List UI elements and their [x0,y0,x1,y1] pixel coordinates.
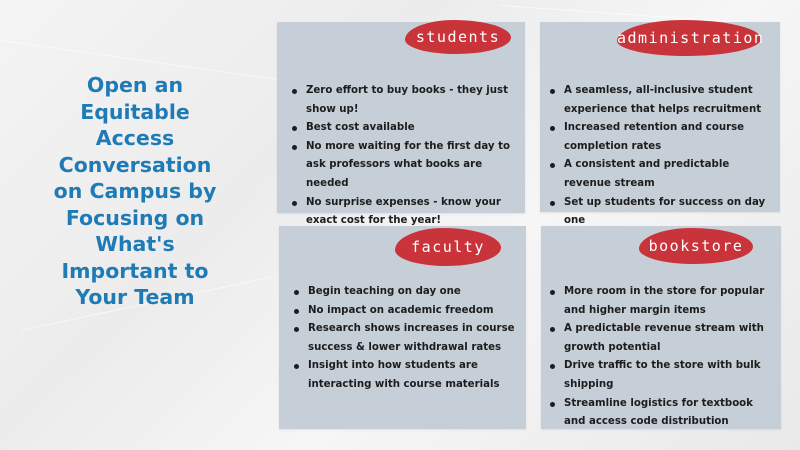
list-item: A seamless, all-inclusive student experience that helps recruitment [548,82,778,119]
bookstore-tag: bookstore [639,228,753,264]
list-item: Set up students for success on day one [548,194,778,231]
faculty-card [279,226,526,429]
bookstore-card [541,226,781,429]
list-item: Zero effort to buy books - they just show up! [290,82,520,119]
list-item: Best cost available [290,119,520,138]
list-item: Increased retention and course completion rates [548,119,778,156]
list-item: A predictable revenue stream with growth potential [548,320,776,357]
students-card [277,22,525,227]
faculty-list [292,283,524,395]
list-item: Streamline logistics for textbook and access code distribution [548,395,776,432]
list-item: Begin teaching on day one [292,283,524,302]
list-item: Insight into how students are interacting with course materials [292,357,524,394]
list-item: Drive traffic to the store with bulk shipping [548,357,776,394]
list-item: A consistent and predictable revenue stream [548,156,778,193]
list-item: No surprise expenses - know your exact cost for the year! [290,194,520,231]
list-item: No more waiting for the first day to ask professors what books are needed [290,138,520,194]
page-headline: Open an Equitable Access Conversation on Campus by Focusing on What's Important to Your Team [53,73,217,309]
list-item: No impact on academic freedom [292,302,524,321]
students-tag: students [405,20,511,54]
students-list [290,82,520,231]
administration-tag: administration [617,20,761,56]
administration-list [548,82,778,231]
faculty-tag: faculty [395,228,501,266]
list-item: Research shows increases in course success & lower withdrawal rates [292,320,524,357]
administration-card [540,22,780,227]
bookstore-list [548,283,776,432]
list-item: More room in the store for popular and higher margin items [548,283,776,320]
